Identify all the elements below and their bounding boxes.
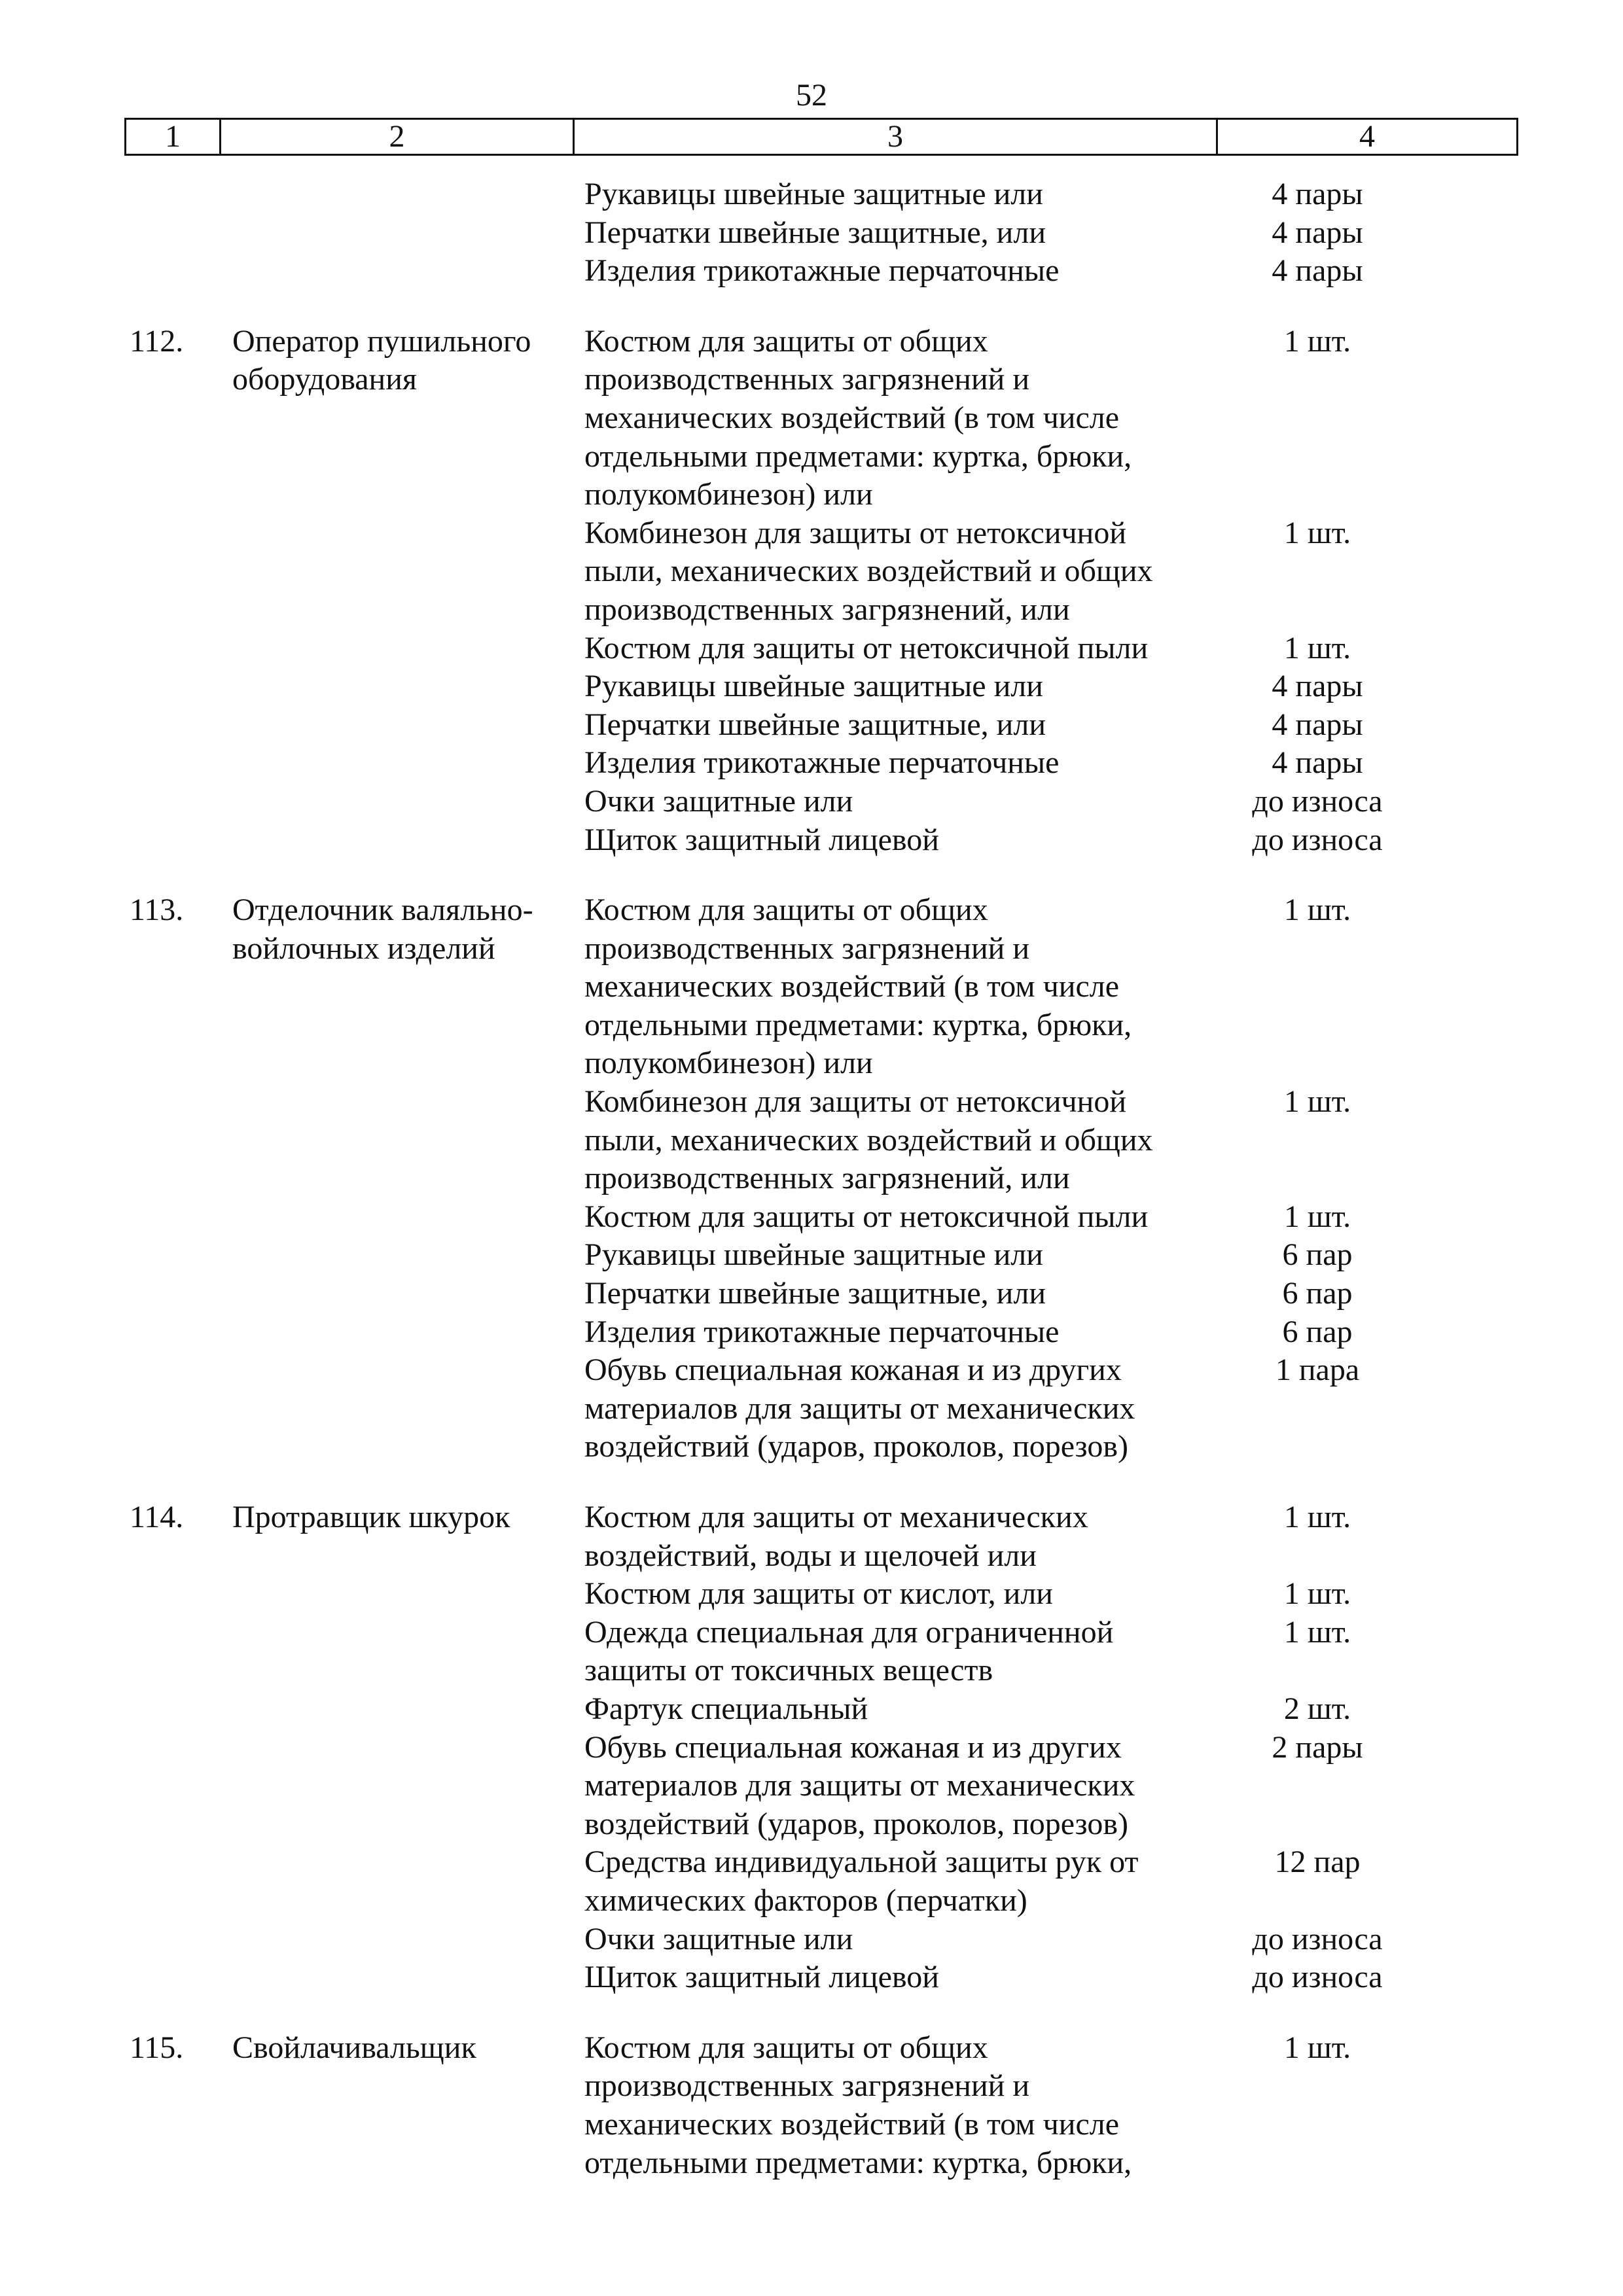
ppe-item-line: производственных загрязнений, или xyxy=(584,1161,1070,1196)
ppe-item-name xyxy=(584,629,1213,668)
ppe-item-name xyxy=(584,1498,1213,1575)
column-header-4: 4 xyxy=(1217,119,1518,155)
occupation-line: войлочных изделий xyxy=(232,930,495,966)
ppe-item xyxy=(584,706,1422,745)
ppe-list xyxy=(584,2029,1422,2182)
occupation-name xyxy=(232,1498,586,1537)
section-spacer xyxy=(0,1466,1623,1498)
ppe-item-line: Фартук специальный xyxy=(584,1691,868,1726)
section-spacer xyxy=(0,291,1623,323)
item-number: 113. xyxy=(130,892,184,928)
ppe-item xyxy=(584,2029,1422,2182)
occupation-line: Протравщик шкурок xyxy=(232,1500,510,1534)
ppe-item-line: Костюм для защиты от механических xyxy=(584,1500,1088,1534)
ppe-item-line: Перчатки швейные защитные, или xyxy=(584,1276,1046,1311)
ppe-item-line: полукомбинезон) или xyxy=(584,1046,873,1081)
ppe-item-name xyxy=(584,1614,1213,1690)
ppe-item xyxy=(584,323,1422,514)
column-header-row xyxy=(126,119,1518,155)
column-header-2: 2 xyxy=(221,119,574,155)
ppe-item-line: материалов для защиты от механических xyxy=(584,1390,1135,1426)
ppe-item-quantity: 4 пары xyxy=(1272,253,1363,289)
ppe-item-quantity: 12 пар xyxy=(1274,1845,1361,1880)
ppe-item-line: воздействий, воды и щелочей или xyxy=(584,1538,1037,1573)
ppe-item-name xyxy=(584,323,1213,514)
column-header-table xyxy=(124,118,1518,156)
ppe-item xyxy=(584,1729,1422,1844)
ppe-item-name xyxy=(584,1236,1213,1275)
ppe-item-name xyxy=(584,1351,1213,1466)
ppe-item xyxy=(584,1690,1422,1729)
ppe-item-line: Перчатки швейные защитные, или xyxy=(584,215,1046,250)
ppe-item xyxy=(584,783,1422,821)
ppe-item xyxy=(584,1083,1422,1198)
ppe-item-quantity: 1 шт. xyxy=(1283,1084,1351,1120)
norm-section xyxy=(0,323,1623,859)
occupation-name xyxy=(232,891,586,968)
ppe-item-name xyxy=(584,1275,1213,1313)
occupation-line: Оператор пушильного xyxy=(232,323,531,359)
ppe-item-line: Костюм для защиты от общих xyxy=(584,323,988,359)
ppe-item-line: производственных загрязнений и xyxy=(584,362,1030,397)
norm-section xyxy=(0,1498,1623,1997)
ppe-item-quantity: 1 шт. xyxy=(1283,1199,1351,1234)
ppe-item-quantity: 1 шт. xyxy=(1283,1500,1351,1534)
ppe-item xyxy=(584,1198,1422,1237)
ppe-item xyxy=(584,214,1422,253)
ppe-item-line: Изделия трикотажные перчаточные xyxy=(584,253,1060,289)
ppe-item xyxy=(584,1843,1422,1920)
ppe-item-line: Изделия трикотажные перчаточные xyxy=(584,745,1060,781)
ppe-item xyxy=(584,821,1422,860)
ppe-item-line: полукомбинезон) или xyxy=(584,477,873,512)
item-number: 112. xyxy=(130,323,184,359)
norm-section xyxy=(0,175,1623,291)
ppe-item-line: Костюм для защиты от кислот, или xyxy=(584,1576,1053,1612)
ppe-item xyxy=(584,252,1422,291)
norm-section xyxy=(0,891,1623,1466)
ppe-item-line: отдельными предметами: куртка, брюки, xyxy=(584,438,1132,474)
ppe-item-quantity: 2 пары xyxy=(1272,1729,1363,1765)
ppe-item-line: Костюм для защиты от общих xyxy=(584,892,988,928)
ppe-item-line: Щиток защитный лицевой xyxy=(584,822,939,857)
ppe-item xyxy=(584,1351,1422,1466)
ppe-item-line: воздействий (ударов, проколов, порезов) xyxy=(584,1806,1128,1841)
ppe-item-line: Костюм для защиты от нетоксичной пыли xyxy=(584,630,1149,665)
ppe-item xyxy=(584,1498,1422,1575)
ppe-item-line: химических факторов (перчатки) xyxy=(584,1882,1027,1918)
occupation-line: оборудования xyxy=(232,362,417,397)
ppe-item-name xyxy=(584,1920,1213,1959)
ppe-item-line: механических воздействий (в том числе xyxy=(584,400,1120,435)
ppe-item-line: отдельными предметами: куртка, брюки, xyxy=(584,1007,1132,1042)
ppe-item-line: Одежда специальная для ограниченной xyxy=(584,1614,1114,1650)
ppe-item-line: пыли, механических воздействий и общих xyxy=(584,1122,1153,1157)
ppe-item-name xyxy=(584,252,1213,291)
ppe-item-line: Рукавицы швейные защитные или xyxy=(584,1237,1043,1273)
ppe-item-quantity: 4 пары xyxy=(1272,745,1363,781)
ppe-item xyxy=(584,1236,1422,1275)
ppe-item-name xyxy=(584,1843,1213,1920)
ppe-item-quantity: 1 шт. xyxy=(1283,323,1351,359)
ppe-item-quantity: 6 пар xyxy=(1282,1237,1353,1273)
ppe-item-quantity: до износа xyxy=(1252,1960,1383,1995)
ppe-item xyxy=(584,1958,1422,1997)
ppe-item-name xyxy=(584,1729,1213,1844)
ppe-item-line: Обувь специальная кожаная и из других xyxy=(584,1352,1122,1388)
ppe-item-name xyxy=(584,744,1213,783)
ppe-item-name xyxy=(584,1083,1213,1198)
ppe-item-line: Очки защитные или xyxy=(584,783,853,819)
ppe-item-quantity: 1 шт. xyxy=(1283,1614,1351,1650)
ppe-item-name xyxy=(584,1690,1213,1729)
ppe-list xyxy=(584,323,1422,859)
section-spacer xyxy=(0,859,1623,891)
ppe-item xyxy=(584,1313,1422,1352)
ppe-list xyxy=(584,891,1422,1466)
ppe-item-line: Рукавицы швейные защитные или xyxy=(584,669,1043,704)
ppe-list xyxy=(584,175,1422,291)
ppe-item-name xyxy=(584,1198,1213,1237)
ppe-item-name xyxy=(584,667,1213,706)
ppe-item-line: Перчатки швейные защитные, или xyxy=(584,707,1046,742)
ppe-item-name xyxy=(584,891,1213,1083)
ppe-item-quantity: до износа xyxy=(1252,822,1383,857)
ppe-item-line: производственных загрязнений и xyxy=(584,2068,1030,2104)
ppe-item-name xyxy=(584,706,1213,745)
ppe-item-name xyxy=(584,1575,1213,1614)
item-number: 115. xyxy=(130,2030,184,2065)
ppe-item-line: защиты от токсичных веществ xyxy=(584,1653,993,1688)
document-body xyxy=(0,175,1623,2182)
ppe-item-line: механических воздействий (в том числе xyxy=(584,969,1120,1004)
ppe-item-line: пыли, механических воздействий и общих xyxy=(584,554,1153,589)
occupation-name xyxy=(232,2029,586,2068)
section-spacer xyxy=(0,1997,1623,2029)
ppe-item xyxy=(584,175,1422,214)
ppe-item-name xyxy=(584,783,1213,821)
ppe-item-name xyxy=(584,514,1213,629)
ppe-item xyxy=(584,1575,1422,1614)
ppe-item xyxy=(584,514,1422,629)
ppe-item-quantity: 6 пар xyxy=(1282,1276,1353,1311)
ppe-item-line: Костюм для защиты от общих xyxy=(584,2030,988,2065)
ppe-item-line: Щиток защитный лицевой xyxy=(584,1960,939,1995)
ppe-item-quantity: 1 шт. xyxy=(1283,630,1351,665)
ppe-item-line: Рукавицы швейные защитные или xyxy=(584,177,1043,211)
ppe-item-name xyxy=(584,2029,1213,2182)
ppe-item-line: Комбинезон для защиты от нетоксичной xyxy=(584,1084,1127,1120)
ppe-item xyxy=(584,1920,1422,1959)
ppe-item-line: Очки защитные или xyxy=(584,1921,853,1956)
ppe-item-quantity: 4 пары xyxy=(1272,177,1363,211)
ppe-item-name xyxy=(584,821,1213,860)
ppe-item-line: механических воздействий (в том числе xyxy=(584,2106,1120,2142)
ppe-item-line: Обувь специальная кожаная и из других xyxy=(584,1729,1122,1765)
ppe-item-quantity: 2 шт. xyxy=(1283,1691,1351,1726)
occupation-name xyxy=(232,323,586,399)
ppe-item-quantity: до износа xyxy=(1252,783,1383,819)
ppe-item xyxy=(584,629,1422,668)
ppe-item-name xyxy=(584,175,1213,214)
ppe-item xyxy=(584,891,1422,1083)
ppe-item-quantity: 1 пара xyxy=(1275,1352,1360,1388)
ppe-item-quantity: 6 пар xyxy=(1282,1314,1353,1349)
ppe-item-line: воздействий (ударов, проколов, порезов) xyxy=(584,1429,1128,1464)
page-number: 52 xyxy=(796,78,827,113)
ppe-item xyxy=(584,1614,1422,1690)
ppe-item-line: Комбинезон для защиты от нетоксичной xyxy=(584,515,1127,550)
ppe-item-line: производственных загрязнений, или xyxy=(584,592,1070,627)
ppe-item-line: производственных загрязнений и xyxy=(584,930,1030,966)
column-header-1: 1 xyxy=(126,119,221,155)
norm-section xyxy=(0,2029,1623,2182)
occupation-line: Свойлачивальщик xyxy=(232,2030,476,2065)
ppe-item-name xyxy=(584,1958,1213,1997)
occupation-line: Отделочник валяльно- xyxy=(232,892,533,928)
ppe-item-quantity: до износа xyxy=(1252,1921,1383,1956)
ppe-item-line: отдельными предметами: куртка, брюки, xyxy=(584,2145,1132,2180)
ppe-item xyxy=(584,744,1422,783)
ppe-item-quantity: 4 пары xyxy=(1272,669,1363,704)
ppe-item-name xyxy=(584,214,1213,253)
ppe-item-quantity: 1 шт. xyxy=(1283,2030,1351,2065)
ppe-item xyxy=(584,1275,1422,1313)
ppe-item-line: Изделия трикотажные перчаточные xyxy=(584,1314,1060,1349)
ppe-item-quantity: 1 шт. xyxy=(1283,892,1351,928)
ppe-list xyxy=(584,1498,1422,1997)
ppe-item xyxy=(584,667,1422,706)
ppe-item-line: материалов для защиты от механических xyxy=(584,1768,1135,1803)
ppe-item-line: Средства индивидуальной защиты рук от xyxy=(584,1845,1139,1880)
ppe-item-quantity: 1 шт. xyxy=(1283,1576,1351,1612)
column-header-3: 3 xyxy=(574,119,1217,155)
ppe-item-line: Костюм для защиты от нетоксичной пыли xyxy=(584,1199,1149,1234)
ppe-item-quantity: 1 шт. xyxy=(1283,515,1351,550)
item-number: 114. xyxy=(130,1500,184,1534)
ppe-item-name xyxy=(584,1313,1213,1352)
ppe-item-quantity: 4 пары xyxy=(1272,707,1363,742)
ppe-item-quantity: 4 пары xyxy=(1272,215,1363,250)
